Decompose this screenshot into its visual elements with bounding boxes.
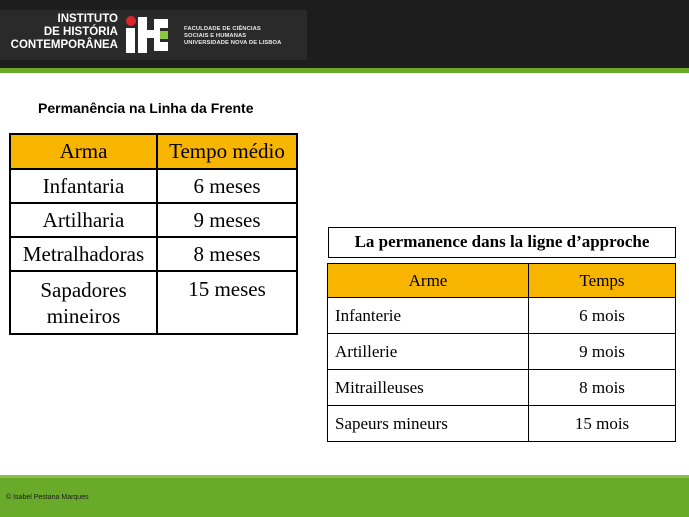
- copyright-text: © Isabel Pestana Marques: [6, 494, 89, 501]
- fcsh-line: FACULDADE DE CIÊNCIAS: [184, 26, 261, 32]
- ihc-name: [11, 13, 118, 52]
- ihc-logo-icon: [124, 15, 170, 55]
- pt-table: [9, 133, 298, 335]
- table-row: [328, 370, 676, 406]
- table-row: [10, 237, 297, 271]
- logo-banner: [0, 10, 307, 60]
- header-bar: [0, 0, 689, 68]
- cell-temps: 15 mois: [529, 406, 676, 442]
- cell-arme: Sapeurs mineurs: [328, 406, 529, 442]
- cell-temps: 9 mois: [529, 334, 676, 370]
- cell-temps: 8 mois: [529, 370, 676, 406]
- cell-tempo: 6 meses: [157, 169, 297, 203]
- fr-table: [327, 263, 676, 442]
- cell-arma: Infantaria: [10, 169, 157, 203]
- cell-tempo: 9 meses: [157, 203, 297, 237]
- table-header-row: [10, 134, 297, 169]
- header-cell: Arme: [328, 264, 529, 298]
- cell-tempo: 8 meses: [157, 237, 297, 271]
- header-divider: [0, 68, 689, 73]
- table-row: [328, 406, 676, 442]
- pt-table-title: Permanência na Linha da Frente: [38, 100, 254, 116]
- header-cell: Arma: [10, 134, 157, 169]
- table-row: [328, 334, 676, 370]
- fcsh-name: [184, 26, 281, 47]
- ihc-line: INSTITUTO: [57, 13, 118, 25]
- cell-arma: Artilharia: [10, 203, 157, 237]
- fcsh-line: SOCIAIS E HUMANAS: [184, 33, 247, 39]
- cell-arma: Sapadores mineiros: [10, 271, 157, 334]
- ihc-line: DE HISTÓRIA: [43, 26, 118, 38]
- table-row: [10, 169, 297, 203]
- fcsh-line: UNIVERSIDADE NOVA DE LISBOA: [184, 40, 282, 46]
- cell-arma: Metralhadoras: [10, 237, 157, 271]
- cell-arme: Infanterie: [328, 298, 529, 334]
- table-row: [10, 203, 297, 237]
- cell-arme: Artillerie: [328, 334, 529, 370]
- cell-temps: 6 mois: [529, 298, 676, 334]
- footer-bar: [0, 478, 689, 517]
- cell-tempo: 15 meses: [157, 271, 297, 334]
- ihc-line: CONTEMPORÂNEA: [10, 39, 118, 51]
- table-header-row: [328, 264, 676, 298]
- table-row: [10, 271, 297, 334]
- table-row: [328, 298, 676, 334]
- fr-table-title: La permanence dans la ligne d’approche: [328, 227, 676, 258]
- cell-arme: Mitrailleuses: [328, 370, 529, 406]
- header-cell: Temps: [529, 264, 676, 298]
- header-cell: Tempo médio: [157, 134, 297, 169]
